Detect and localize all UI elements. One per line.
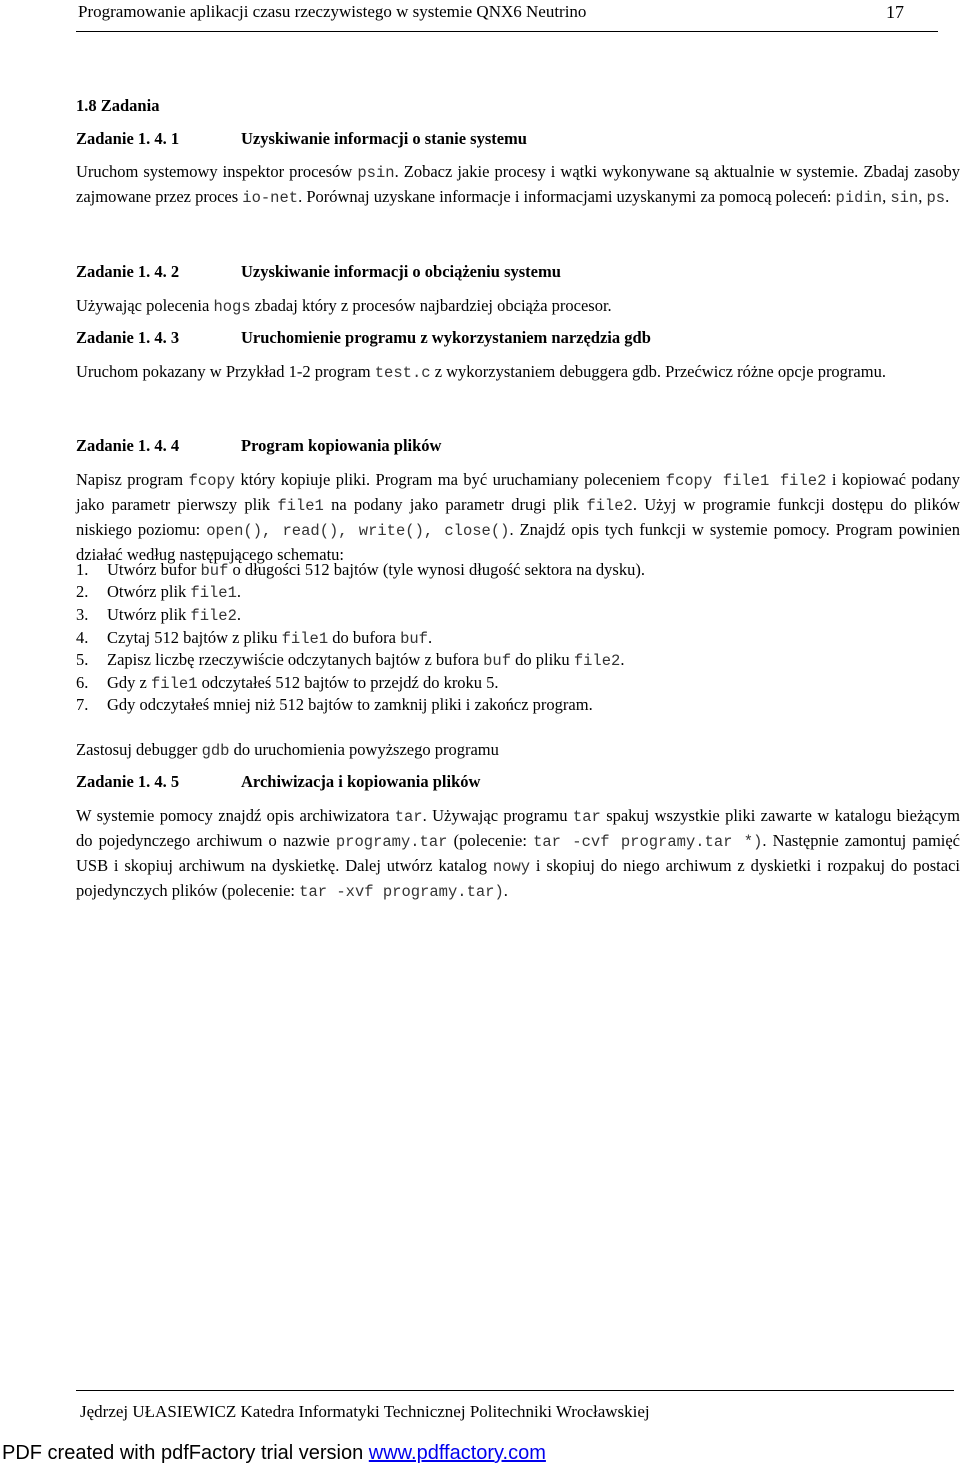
code-term: programy.tar [335, 833, 448, 851]
pdffactory-link[interactable]: www.pdffactory.com [368, 1442, 546, 1464]
task-4-step: 2. Otwórz plik file1. [76, 582, 242, 602]
code-term: buf [483, 652, 512, 670]
header-rule [76, 31, 938, 32]
code-term: tar -cvf programy.tar *) [533, 833, 763, 851]
code-term: fcopy [188, 472, 236, 490]
task-4-after: Zastosuj debugger gdb do uruchomienia powyższego programu [76, 740, 499, 760]
code-term: sin [890, 189, 919, 207]
code-term: io-net [242, 189, 299, 207]
code-term: test.c [374, 364, 431, 382]
task-4-step: 1. Utwórz bufor buf o długości 512 bajtów (tyle wynosi długość sektora na dysku). [76, 560, 645, 580]
code-term: psin [357, 164, 395, 182]
code-term: file1 [281, 630, 329, 648]
task-5-body: W systemie pomocy znajdź opis archiwizatora tar. Używając programu tar spakuj wszystkie pliki zawarte w katalogu bieżącym do pojedynczego archiwum o nazwie programy.tar (polecenie: tar -cvf programy.tar *). Następnie zamontuj pamięć USB i skopiuj archiwum na dyskietkę. Dalej utwórz katalog nowy i skopiuj do niego archiwum z dyskietki i rozpakuj do postaci pojedynczych plików (polecenie: tar -xvf programy.tar). [76, 806, 960, 901]
code-term: tar [394, 808, 423, 826]
code-term: buf [400, 630, 428, 648]
task-4-body: Napisz program fcopy który kopiuje pliki. Program ma być uruchamiany poleceniem fcopy file1 file2 i kopiować podany jako parametr pierwszy plik file1 na podany jako parametr drugi plik file2. Użyj w programie funkcji dostępu do plików niskiego poziomu: open(), read(), write(), close(). Znajdź opis tych funkcji w systemie pomocy. Program powinien działać według następującego schematu: [76, 470, 960, 564]
code-term: ps [926, 189, 946, 207]
page-number: 17 [886, 2, 904, 22]
code-term: tar -xvf programy.tar) [299, 883, 504, 901]
code-term: gdb [201, 742, 230, 760]
task-4-step: 3. Utwórz plik file2. [76, 605, 242, 625]
task-4-number: Zadanie 1. 4. 4 [76, 436, 180, 455]
task-4-step: 6. Gdy z file1 odczytałeś 512 bajtów to przejdź do kroku 5. [76, 673, 499, 693]
pdf-watermark: PDF created with pdfFactory trial version www.pdffactory.com [2, 1442, 546, 1464]
code-term: open(), read(), write(), close() [206, 522, 510, 540]
code-term: file2 [586, 497, 633, 515]
task-1-body: Uruchom systemowy inspektor procesów psin. Zobacz jakie procesy i wątki wykonywane są aktualnie w systemie. Zbadaj zasoby zajmowane przez proces io-net. Porównaj uzyskane informacje i informacjami uzyskanymi za pomocą poleceń: pidin, sin, ps. [76, 162, 960, 207]
code-term: hogs [213, 298, 251, 316]
footer-rule [76, 1390, 954, 1391]
task-4-step: 4. Czytaj 512 bajtów z pliku file1 do bufora buf. [76, 628, 433, 648]
code-term: file1 [151, 675, 198, 693]
task-2-body: Używając polecenia hogs zbadaj który z procesów najbardziej obciąża procesor. [76, 296, 612, 316]
section-heading: 1.8 Zadania [76, 96, 160, 115]
task-3-body: Uruchom pokazany w Przykład 1-2 program test.c z wykorzystaniem debuggera gdb. Przećwicz różne opcje programu. [76, 362, 886, 382]
running-header: Programowanie aplikacji czasu rzeczywistego w systemie QNX6 Neutrino [78, 2, 587, 21]
task-1-number: Zadanie 1. 4. 1 [76, 129, 180, 148]
code-term: file1 [190, 584, 237, 602]
task-3-number: Zadanie 1. 4. 3 [76, 328, 180, 347]
task-4-step: 5. Zapisz liczbę rzeczywiście odczytanych bajtów z bufora buf do pliku file2. [76, 650, 625, 670]
task-2-title: Uzyskiwanie informacji o obciążeniu systemu [241, 262, 561, 281]
code-term: file2 [573, 652, 621, 670]
task-4-step: 7. Gdy odczytałeś mniej niż 512 bajtów to zamknij pliki i zakończ program. [76, 695, 593, 714]
task-4-title: Program kopiowania plików [241, 436, 442, 455]
code-term: buf [200, 562, 229, 580]
footer-text: Jędrzej UŁASIEWICZ Katedra Informatyki Technicznej Politechniki Wrocławskiej [80, 1402, 650, 1421]
task-1-title: Uzyskiwanie informacji o stanie systemu [241, 129, 527, 148]
code-term: tar [572, 808, 601, 826]
code-term: nowy [492, 858, 531, 876]
task-5-number: Zadanie 1. 4. 5 [76, 772, 180, 791]
task-5-title: Archiwizacja i kopiowania plików [241, 772, 481, 791]
code-term: file1 [277, 497, 324, 515]
code-term: pidin [835, 189, 883, 207]
task-2-number: Zadanie 1. 4. 2 [76, 262, 180, 281]
code-term: file2 [190, 607, 237, 625]
code-term: fcopy file1 file2 [665, 472, 827, 490]
task-3-title: Uruchomienie programu z wykorzystaniem narzędzia gdb [241, 328, 651, 347]
